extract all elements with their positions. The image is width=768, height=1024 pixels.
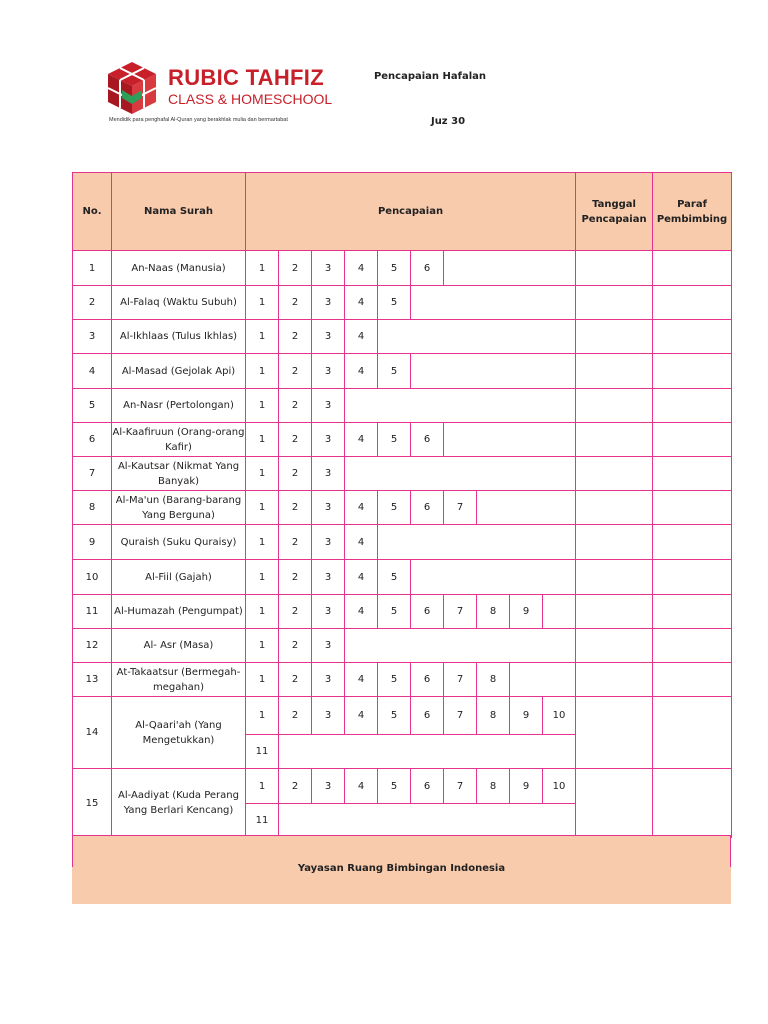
progress-cell[interactable]: 11 [246,804,279,838]
progress-cell[interactable]: 6 [411,491,444,525]
table-row [73,560,732,595]
progress-cell[interactable]: 3 [312,629,345,663]
date-cell[interactable] [576,595,653,629]
row-number: 12 [73,629,112,663]
logo-subtitle: CLASS & HOMESCHOOL [168,91,333,107]
progress-cell[interactable]: 7 [444,595,477,629]
progress-cell[interactable]: 5 [378,251,411,286]
signature-cell[interactable] [653,389,732,423]
row-surah-name: Al-Masad (Gejolak Api) [112,354,246,389]
row-surah-name: Al-Fiil (Gajah) [112,560,246,595]
date-cell[interactable] [576,457,653,491]
footer-text: Yayasan Ruang Bimbingan Indonesia [297,863,506,874]
progress-cell[interactable]: 2 [279,354,312,389]
progress-cell[interactable]: 3 [312,491,345,525]
logo [104,60,333,130]
date-cell[interactable] [576,286,653,320]
progress-cell[interactable]: 7 [444,663,477,697]
progress-cell[interactable]: 5 [378,663,411,697]
progress-cell[interactable]: 5 [378,560,411,595]
progress-cell[interactable]: 1 [246,697,279,735]
progress-cell[interactable]: 1 [246,320,279,354]
row-number: 8 [73,491,112,525]
progress-empty [411,560,576,595]
progress-cell[interactable]: 1 [246,560,279,595]
progress-cell[interactable]: 3 [312,663,345,697]
progress-cell[interactable]: 3 [312,354,345,389]
date-cell[interactable] [576,320,653,354]
juz-label: Juz 30 [430,116,466,127]
progress-cell[interactable]: 6 [411,697,444,735]
signature-cell[interactable] [653,286,732,320]
signature-cell[interactable] [653,320,732,354]
table-row [73,251,732,286]
progress-cell[interactable]: 5 [378,697,411,735]
progress-empty [378,525,576,560]
progress-cell[interactable]: 6 [411,251,444,286]
table-row [73,663,732,697]
table-row [73,525,732,560]
table-row [73,286,732,320]
row-surah-name: At-Takaatsur (Bermegah-megahan) [112,663,246,697]
table-row [73,457,732,491]
row-number: 1 [73,251,112,286]
page-title: Pencapaian Hafalan [373,71,487,82]
row-number: 9 [73,525,112,560]
progress-cell[interactable]: 2 [279,525,312,560]
row-surah-name: Al-Qaari'ah (Yang Mengetukkan) [112,697,246,769]
logo-tagline: Mendidik para penghafal Al-Quran yang berakhlak mulia dan bermartabat [109,117,288,123]
progress-cell[interactable]: 4 [345,286,378,320]
table-header-row [73,173,732,251]
progress-cell[interactable]: 9 [510,769,543,804]
progress-cell[interactable]: 6 [411,769,444,804]
progress-cell[interactable]: 2 [279,491,312,525]
cube-logo-icon [104,60,160,116]
progress-cell[interactable]: 1 [246,663,279,697]
date-cell[interactable] [576,491,653,525]
table-row [73,629,732,663]
row-surah-name: Al-Falaq (Waktu Subuh) [112,286,246,320]
progress-cell[interactable]: 8 [477,769,510,804]
date-cell[interactable] [576,525,653,560]
progress-cell[interactable]: 3 [312,560,345,595]
logo-title: RUBIC TAHFIZ [168,65,324,90]
progress-cell[interactable]: 3 [312,595,345,629]
date-cell[interactable] [576,251,653,286]
progress-cell[interactable]: 1 [246,769,279,804]
progress-cell[interactable]: 3 [312,769,345,804]
progress-cell[interactable]: 1 [246,389,279,423]
signature-cell[interactable] [653,251,732,286]
progress-empty [510,663,576,697]
progress-cell[interactable]: 2 [279,423,312,457]
signature-cell[interactable] [653,457,732,491]
table-row [73,697,732,735]
progress-cell[interactable]: 6 [411,423,444,457]
signature-cell[interactable] [653,423,732,457]
progress-cell[interactable]: 3 [312,525,345,560]
progress-cell[interactable]: 3 [312,286,345,320]
progress-cell[interactable]: 4 [345,525,378,560]
progress-cell[interactable]: 5 [378,286,411,320]
signature-cell[interactable] [653,663,732,697]
progress-empty [444,251,576,286]
row-number: 14 [73,697,112,769]
date-cell[interactable] [576,423,653,457]
progress-empty [345,389,576,423]
date-cell[interactable] [576,389,653,423]
progress-cell[interactable]: 1 [246,491,279,525]
progress-cell[interactable]: 1 [246,286,279,320]
progress-cell[interactable]: 7 [444,697,477,735]
progress-cell[interactable]: 5 [378,354,411,389]
progress-empty [378,320,576,354]
progress-empty [345,457,576,491]
progress-cell[interactable]: 8 [477,697,510,735]
progress-cell[interactable]: 4 [345,423,378,457]
progress-empty [411,286,576,320]
row-surah-name: An-Nasr (Pertolongan) [112,389,246,423]
footer-divider-left [72,835,73,867]
progress-cell[interactable]: 1 [246,423,279,457]
table-row [73,320,732,354]
progress-empty [543,595,576,629]
progress-cell[interactable]: 3 [312,423,345,457]
progress-cell[interactable]: 5 [378,595,411,629]
progress-cell[interactable]: 9 [510,595,543,629]
progress-cell[interactable]: 5 [378,491,411,525]
progress-cell[interactable]: 1 [246,354,279,389]
progress-cell[interactable]: 6 [411,595,444,629]
date-cell[interactable] [576,769,653,838]
table-row [73,491,732,525]
progress-empty [279,735,576,769]
progress-empty [345,629,576,663]
row-surah-name: Al-Kautsar (Nikmat Yang Banyak) [112,457,246,491]
progress-cell[interactable]: 7 [444,491,477,525]
progress-cell[interactable]: 7 [444,769,477,804]
progress-cell[interactable]: 8 [477,595,510,629]
row-number: 5 [73,389,112,423]
table-row [73,389,732,423]
progress-empty [279,804,576,838]
row-surah-name: Al-Humazah (Pengumpat) [112,595,246,629]
date-cell[interactable] [576,354,653,389]
progress-cell[interactable]: 9 [510,697,543,735]
progress-cell[interactable]: 4 [345,663,378,697]
progress-cell[interactable]: 2 [279,286,312,320]
header-signature: Paraf Pembimbing [653,173,732,251]
footer [72,835,731,904]
header-name: Nama Surah [112,173,246,251]
row-surah-name: Al-Kaafiruun (Orang-orang Kafir) [112,423,246,457]
progress-cell[interactable]: 2 [279,769,312,804]
progress-empty [477,491,576,525]
progress-cell[interactable]: 8 [477,663,510,697]
row-number: 7 [73,457,112,491]
progress-cell[interactable]: 1 [246,595,279,629]
date-cell[interactable] [576,697,653,769]
progress-cell[interactable]: 4 [345,769,378,804]
progress-cell[interactable]: 4 [345,251,378,286]
table-row [73,354,732,389]
progress-cell[interactable]: 2 [279,560,312,595]
progress-table [72,172,732,838]
progress-cell[interactable]: 2 [279,663,312,697]
progress-cell[interactable]: 2 [279,457,312,491]
row-number: 10 [73,560,112,595]
signature-cell[interactable] [653,354,732,389]
table-row [73,769,732,804]
progress-cell[interactable]: 3 [312,697,345,735]
progress-cell[interactable]: 5 [378,769,411,804]
progress-empty [411,354,576,389]
progress-cell[interactable]: 1 [246,251,279,286]
progress-cell[interactable]: 3 [312,320,345,354]
row-surah-name: An-Naas (Manusia) [112,251,246,286]
row-number: 2 [73,286,112,320]
header-no: No. [73,173,112,251]
signature-cell[interactable] [653,769,732,838]
progress-cell[interactable]: 4 [345,697,378,735]
progress-cell[interactable]: 2 [279,595,312,629]
progress-cell[interactable]: 4 [345,491,378,525]
row-number: 6 [73,423,112,457]
row-surah-name: Al-Aadiyat (Kuda Perang Yang Berlari Kencang) [112,769,246,838]
signature-cell[interactable] [653,629,732,663]
footer-divider-right [730,835,731,867]
row-number: 13 [73,663,112,697]
progress-cell[interactable]: 1 [246,525,279,560]
progress-cell[interactable]: 3 [312,251,345,286]
progress-cell[interactable]: 4 [345,320,378,354]
progress-cell[interactable]: 10 [543,769,576,804]
row-surah-name: Al-Ma'un (Barang-barang Yang Berguna) [112,491,246,525]
progress-cell[interactable]: 6 [411,663,444,697]
progress-cell[interactable]: 3 [312,389,345,423]
row-number: 11 [73,595,112,629]
header-date: Tanggal Pencapaian [576,173,653,251]
row-number: 4 [73,354,112,389]
progress-cell[interactable]: 2 [279,697,312,735]
row-number: 3 [73,320,112,354]
progress-cell[interactable]: 10 [543,697,576,735]
progress-cell[interactable]: 2 [279,320,312,354]
row-surah-name: Quraish (Suku Quraisy) [112,525,246,560]
signature-cell[interactable] [653,697,732,769]
row-number: 15 [73,769,112,838]
progress-cell[interactable]: 1 [246,629,279,663]
date-cell[interactable] [576,560,653,595]
progress-cell[interactable]: 11 [246,735,279,769]
progress-cell[interactable]: 2 [279,251,312,286]
signature-cell[interactable] [653,491,732,525]
progress-cell[interactable]: 5 [378,423,411,457]
progress-cell[interactable]: 2 [279,389,312,423]
date-cell[interactable] [576,629,653,663]
signature-cell[interactable] [653,595,732,629]
signature-cell[interactable] [653,560,732,595]
row-surah-name: Al-Ikhlaas (Tulus Ikhlas) [112,320,246,354]
progress-cell[interactable]: 4 [345,354,378,389]
table-row [73,423,732,457]
header-progress: Pencapaian [246,173,576,251]
progress-cell[interactable]: 4 [345,595,378,629]
signature-cell[interactable] [653,525,732,560]
progress-cell[interactable]: 1 [246,457,279,491]
row-surah-name: Al- Asr (Masa) [112,629,246,663]
progress-empty [444,423,576,457]
date-cell[interactable] [576,663,653,697]
progress-cell[interactable]: 2 [279,629,312,663]
progress-cell[interactable]: 3 [312,457,345,491]
progress-cell[interactable]: 4 [345,560,378,595]
table-row [73,595,732,629]
